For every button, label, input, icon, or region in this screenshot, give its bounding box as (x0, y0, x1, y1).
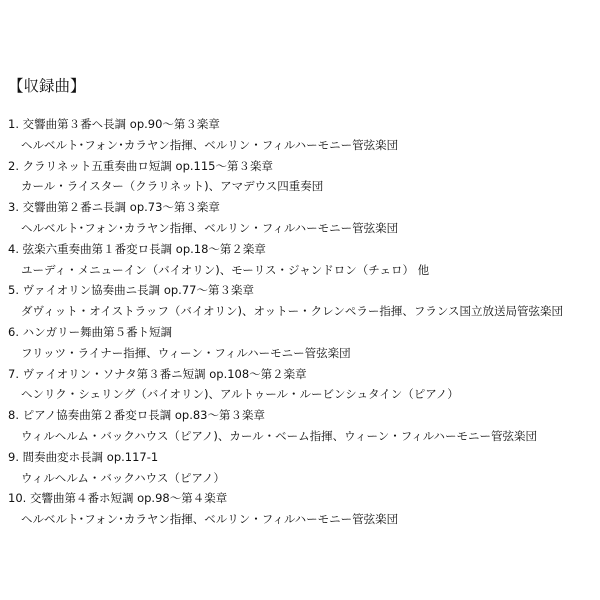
track-performer: ユーディ・メニューイン（バイオリン)、モーリス・ジャンドロン（チェロ） 他 (21, 262, 430, 277)
track-performer: カール・ライスター（クラリネット)、アマデウス四重奏団 (21, 179, 324, 194)
track-item (8, 280, 596, 322)
track-item (8, 197, 596, 239)
track-performer: ヘルベルト･フォン･カラヤン指揮、ベルリン・フィルハーモニー管弦楽団 (21, 512, 399, 527)
track-performer: ヘルベルト･フォン･カラヤン指揮、ベルリン・フィルハーモニー管弦楽団 (21, 137, 399, 152)
track-item (8, 364, 596, 406)
track-title: 8. ピアノ協奏曲第２番変ロ長調 op.83～第３楽章 (8, 408, 265, 423)
track-item (8, 114, 596, 156)
track-title: 7. ヴァイオリン・ソナタ第３番ニ短調 op.108～第２楽章 (8, 366, 307, 381)
track-title: 10. 交響曲第４番ホ短調 op.98～第４楽章 (8, 491, 228, 506)
track-item (8, 488, 596, 530)
track-title: 9. 間奏曲変ホ長調 op.117-1 (8, 449, 159, 464)
track-item (8, 405, 596, 447)
track-title: 4. 弦楽六重奏曲第１番変ロ長調 op.18～第２楽章 (8, 241, 266, 256)
track-performer: ヘルベルト･フォン･カラヤン指揮、ベルリン・フィルハーモニー管弦楽団 (21, 220, 399, 235)
track-title: 6. ハンガリー舞曲第５番ト短調 (8, 324, 173, 339)
track-item (8, 156, 596, 198)
track-list (8, 114, 596, 530)
track-item (8, 239, 596, 281)
track-title: 2. クラリネット五重奏曲ロ短調 op.115～第３楽章 (8, 158, 273, 173)
track-performer: ウィルヘルム・バックハウス（ピアノ)、カール・ベーム指揮、ウィーン・フィルハーモニー管弦楽団 (21, 428, 538, 443)
track-item (8, 322, 596, 364)
track-performer: フリッツ・ライナー指揮、ウィーン・フィルハーモニー管弦楽団 (21, 345, 351, 360)
section-heading: 【収録曲】 (8, 77, 86, 95)
track-performer: ヘンリク・シェリング（バイオリン)、アルトゥール・ルービンシュタイン（ピアノ） (21, 387, 459, 402)
track-title: 5. ヴァイオリン協奏曲ニ長調 op.77～第３楽章 (8, 283, 254, 298)
track-performer: ダヴィット・オイストラッフ（バイオリン)、オットー・クレンペラー指揮、フランス国立放送局管弦楽団 (21, 304, 564, 319)
track-performer: ウィルヘルム・バックハウス（ピアノ） (21, 470, 225, 485)
track-title: 3. 交響曲第２番ニ長調 op.73～第３楽章 (8, 200, 220, 215)
track-item (8, 447, 596, 489)
track-title: 1. 交響曲第３番ヘ長調 op.90～第３楽章 (8, 117, 220, 131)
